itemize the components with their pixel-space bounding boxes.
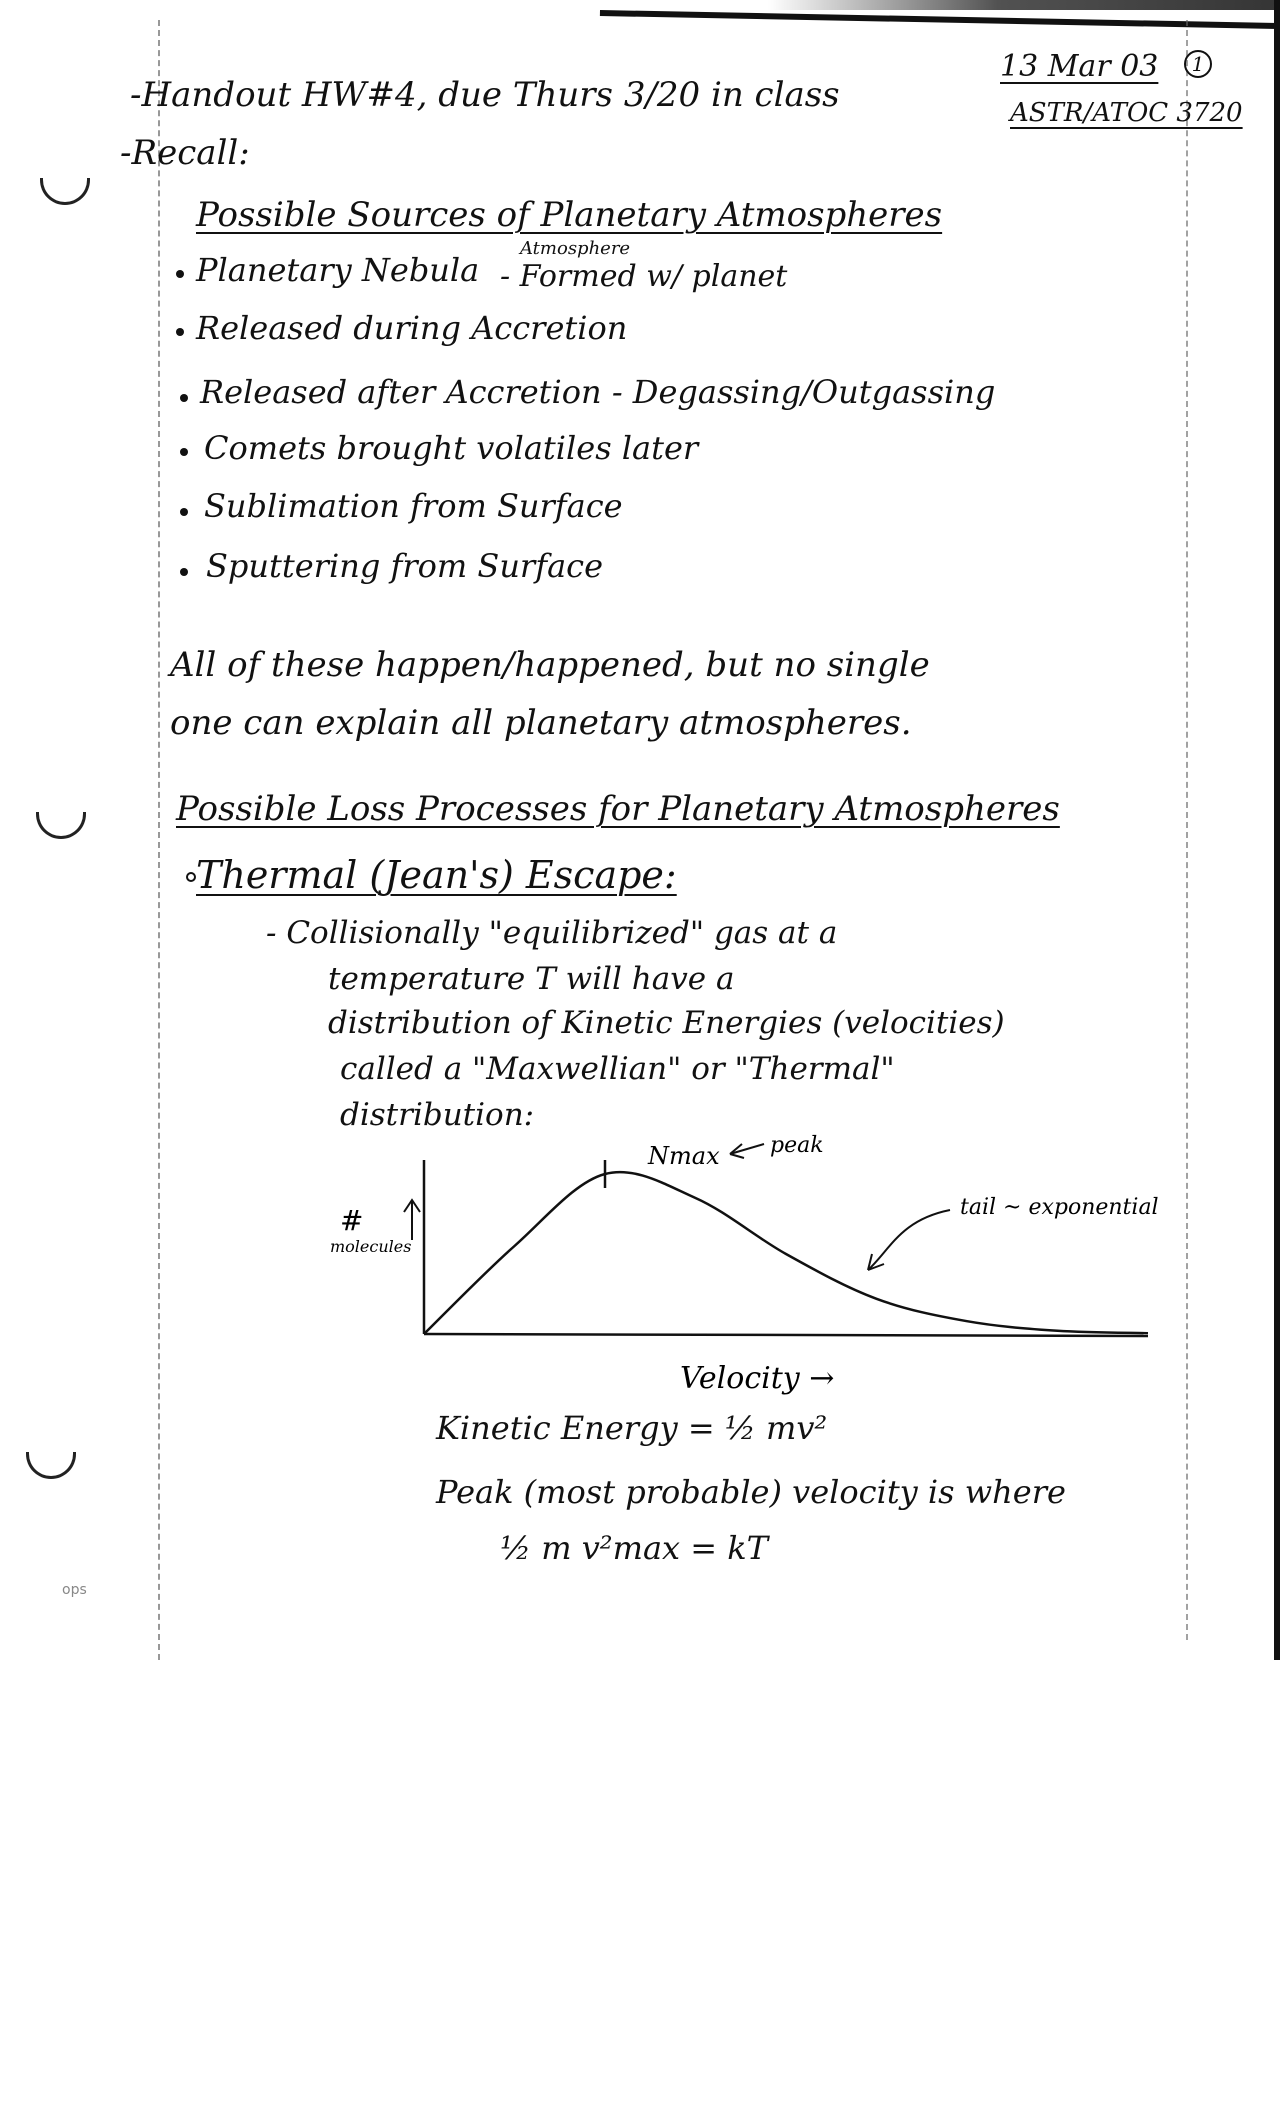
bullet-icon xyxy=(180,448,188,456)
punch-hole-icon xyxy=(40,178,90,205)
peak-line: Peak (most probable) velocity is where xyxy=(436,1473,1066,1511)
source-item: Sputtering from Surface xyxy=(206,547,603,585)
sources-title: Possible Sources of Planetary Atmospheres xyxy=(196,195,943,235)
peak-annotation: peak xyxy=(770,1133,824,1158)
x-axis xyxy=(424,1334,1148,1336)
date: 13 Mar 03 xyxy=(1000,49,1159,84)
summary-line: one can explain all planetary atmospheres. xyxy=(170,703,912,743)
source-item: Released after Accretion - Degassing/Outgassing xyxy=(200,373,996,411)
bullet-icon xyxy=(180,508,188,516)
page-number: 1 xyxy=(1184,50,1212,78)
bullet-icon xyxy=(176,270,184,278)
punch-hole-icon xyxy=(26,1452,76,1479)
bullet-icon xyxy=(180,394,188,402)
source-item-continuation: - Formed w/ planet xyxy=(500,259,788,294)
source-item-note: Atmosphere xyxy=(520,238,631,259)
handout-line: -Handout HW#4, due Thurs 3/20 in class xyxy=(130,75,840,115)
maxwellian-chart xyxy=(0,1130,1280,1430)
punch-hole-icon xyxy=(36,812,86,839)
loss-desc-line: called a "Maxwellian" or "Thermal" xyxy=(340,1051,895,1087)
scan-top-edge xyxy=(0,0,1280,10)
source-item: Planetary Nebula xyxy=(196,251,480,289)
course: ASTR/ATOC 3720 xyxy=(1010,98,1243,128)
bullet-icon xyxy=(176,328,184,336)
loss-subtitle: Thermal (Jean's) Escape: xyxy=(196,853,677,897)
loss-desc-line: - Collisionally "equilibrized" gas at a xyxy=(266,915,838,951)
y-axis-sublabel: molecules xyxy=(330,1237,412,1256)
loss-desc-line: distribution of Kinetic Energies (velocities) xyxy=(328,1005,1005,1041)
x-axis-label: Velocity → xyxy=(680,1361,835,1396)
peak-equation: ½ m v²max = kT xyxy=(500,1529,768,1567)
summary-line: All of these happen/happened, but no single xyxy=(170,645,930,685)
scan-top-line xyxy=(600,10,1280,29)
tail-annotation: tail ~ exponential xyxy=(960,1195,1159,1220)
loss-desc-line: distribution: xyxy=(340,1097,535,1133)
source-item: Comets brought volatiles later xyxy=(204,429,699,467)
loss-desc-line: temperature T will have a xyxy=(328,961,735,997)
source-item: Released during Accretion xyxy=(196,309,628,347)
nmax-annotation: Nmax xyxy=(648,1142,720,1170)
recall-label: -Recall: xyxy=(120,133,250,173)
y-axis-label: # xyxy=(340,1204,364,1237)
bullet-icon xyxy=(180,568,188,576)
tail-arrow-icon xyxy=(868,1210,950,1270)
loss-title: Possible Loss Processes for Planetary Atmospheres xyxy=(176,789,1060,829)
watermark: ops xyxy=(62,1582,87,1598)
source-item: Sublimation from Surface xyxy=(204,487,623,525)
ke-equation: Kinetic Energy = ½ mv² xyxy=(436,1409,828,1447)
bullet-icon xyxy=(186,872,196,882)
